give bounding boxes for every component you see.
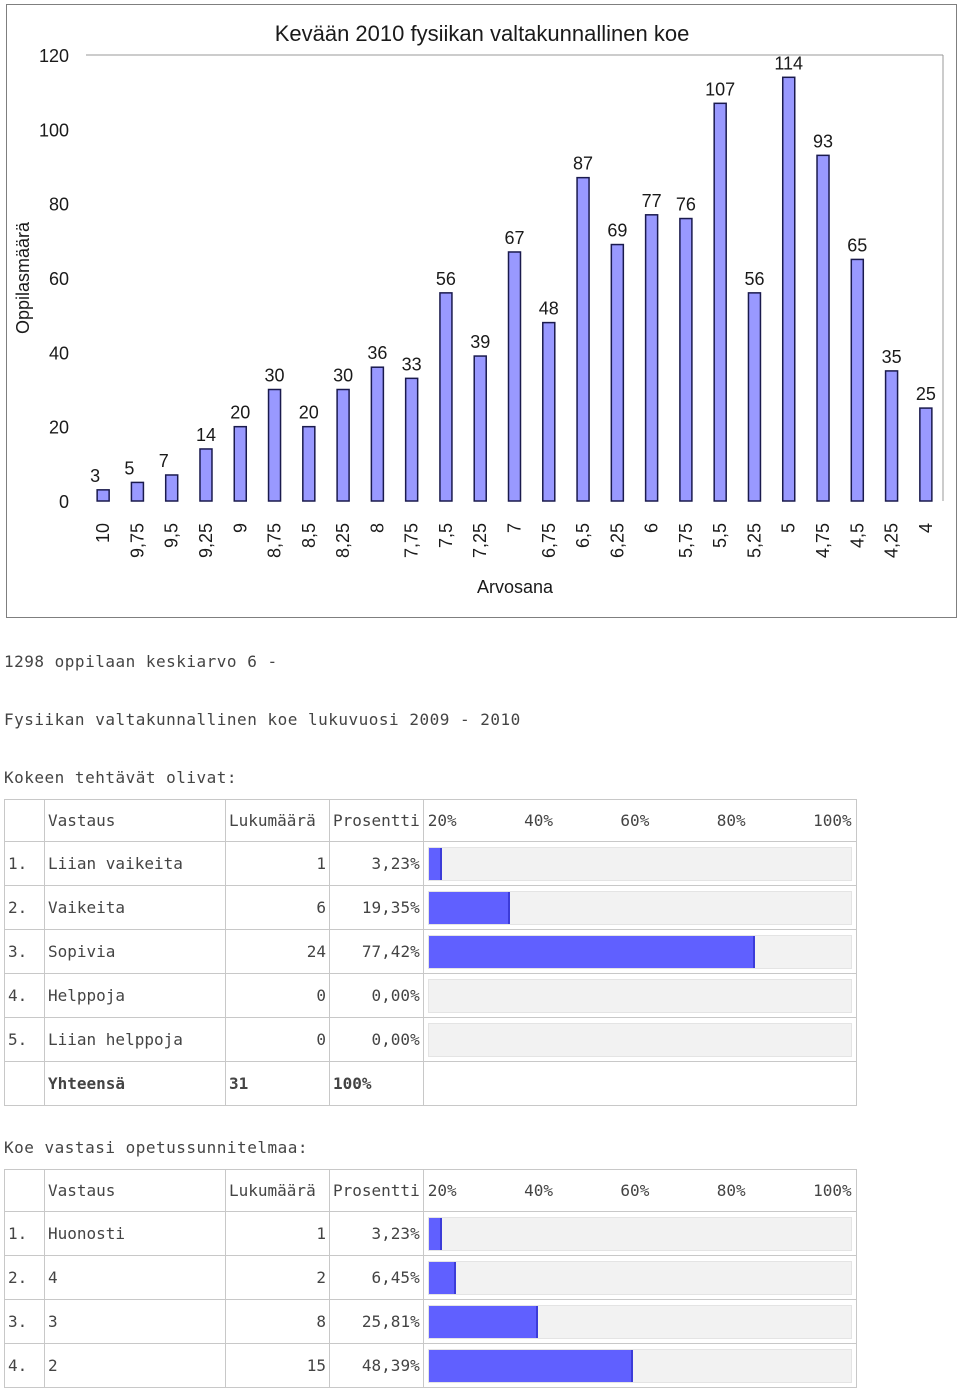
table-header-row: [5, 800, 857, 842]
x-tick-label: 5,25: [744, 523, 765, 559]
bar: [577, 178, 589, 501]
bar: [234, 427, 246, 501]
data-label: 69: [607, 220, 628, 241]
bar: [920, 408, 932, 501]
total-count: 31: [226, 1062, 330, 1106]
data-label: 77: [641, 190, 662, 211]
bar: [646, 215, 658, 501]
row-count: 2: [226, 1256, 330, 1300]
row-label: Liian vaikeita: [45, 842, 226, 886]
y-tick-label: 60: [48, 269, 69, 289]
bar: [337, 390, 349, 502]
row-percent: 0,00%: [330, 974, 424, 1018]
row-label: Helppoja: [45, 974, 226, 1018]
x-tick-label: 9: [230, 523, 251, 534]
scale-header: [423, 1170, 856, 1212]
row-number: 1.: [5, 1212, 45, 1256]
data-label: 14: [195, 424, 216, 445]
x-axis-label: Arvosana: [476, 577, 554, 597]
table-row: [5, 974, 857, 1018]
bar: [680, 219, 692, 501]
row-number: 1.: [5, 842, 45, 886]
total-percent: 100%: [330, 1062, 424, 1106]
table-row: [5, 1300, 857, 1344]
bar: [406, 378, 418, 501]
data-label: 33: [401, 354, 422, 375]
table-row: [5, 1018, 857, 1062]
scale-tick: 20%: [427, 1181, 457, 1200]
data-label: 30: [264, 365, 285, 386]
x-tick-label: 6,25: [607, 523, 628, 559]
progress-fill: [429, 1262, 456, 1294]
section1-title: Kokeen tehtävät olivat:: [4, 768, 238, 787]
total-row: [5, 1062, 857, 1106]
data-label: 56: [435, 268, 456, 289]
header-lukumaara: Lukumäärä: [226, 1170, 330, 1212]
bar: [714, 103, 726, 501]
bar: [200, 449, 212, 501]
data-label: 114: [774, 53, 804, 74]
row-count: 6: [226, 886, 330, 930]
table-row: [5, 842, 857, 886]
curriculum-table: [4, 1169, 857, 1388]
row-number: 3.: [5, 1300, 45, 1344]
progress-track: [428, 1023, 852, 1057]
data-label: 36: [367, 343, 388, 364]
x-tick-label: 4: [915, 523, 936, 534]
scale-tick: 40%: [524, 811, 553, 830]
row-count: 8: [226, 1300, 330, 1344]
row-percent: 3,23%: [330, 1212, 424, 1256]
progress-fill: [429, 848, 443, 880]
y-tick-label: 0: [58, 492, 69, 512]
bar: [886, 371, 898, 501]
bar: [97, 490, 109, 501]
progress-track: [428, 979, 852, 1013]
progress-track: [428, 935, 852, 969]
x-tick-label: 8,5: [298, 523, 319, 549]
row-count: 0: [226, 974, 330, 1018]
bar: [851, 259, 863, 501]
x-tick-label: 10: [93, 523, 114, 544]
header-prosentti: Prosentti: [330, 800, 424, 842]
bar: [817, 155, 829, 501]
row-label: Liian helppoja: [45, 1018, 226, 1062]
bar: [748, 293, 760, 501]
row-count: 1: [226, 1212, 330, 1256]
data-label: 5: [124, 458, 135, 479]
x-tick-label: 4,75: [813, 523, 834, 559]
scale-tick: 60%: [620, 811, 650, 830]
data-label: 76: [675, 194, 696, 215]
table-row: [5, 886, 857, 930]
x-tick-label: 4,25: [881, 523, 902, 559]
scale-tick: 40%: [524, 1181, 553, 1200]
summary-exam-title: Fysiikan valtakunnallinen koe lukuvuosi 2009 - 2010: [4, 710, 521, 729]
y-tick-label: 120: [38, 46, 69, 66]
row-label: 2: [45, 1344, 226, 1388]
data-label: 3: [90, 465, 101, 486]
data-label: 20: [298, 402, 319, 423]
y-tick-label: 20: [48, 417, 69, 438]
y-tick-label: 40: [48, 343, 69, 364]
table-row: [5, 1344, 857, 1388]
data-label: 30: [333, 365, 354, 386]
x-tick-label: 7: [504, 523, 525, 534]
progress-track: [428, 1217, 852, 1251]
x-tick-label: 6: [641, 523, 662, 534]
row-number: 3.: [5, 930, 45, 974]
row-count: 24: [226, 930, 330, 974]
x-tick-label: 7,75: [401, 523, 422, 559]
row-count: 1: [226, 842, 330, 886]
bar: [509, 252, 521, 501]
bar: [303, 427, 315, 501]
header-lukumaara: Lukumäärä: [226, 800, 330, 842]
row-label: 3: [45, 1300, 226, 1344]
chart-container: [6, 4, 957, 618]
data-label: 35: [881, 346, 902, 367]
data-label: 48: [538, 298, 559, 319]
bar: [543, 323, 555, 501]
x-tick-label: 8,25: [333, 523, 354, 559]
bar: [166, 475, 178, 501]
header-vastaus: Vastaus: [45, 1170, 226, 1212]
table-row: [5, 930, 857, 974]
x-tick-label: 4,5: [847, 523, 868, 549]
row-percent: 48,39%: [330, 1344, 424, 1388]
table-header-row: [5, 1170, 857, 1212]
row-percent: 25,81%: [330, 1300, 424, 1344]
table-row: [5, 1212, 857, 1256]
y-tick-label: 80: [48, 194, 69, 215]
header-vastaus: Vastaus: [45, 800, 226, 842]
chart-title: Kevään 2010 fysiikan valtakunnallinen koe: [274, 21, 690, 46]
data-label: 20: [230, 402, 251, 423]
row-number: 2.: [5, 1256, 45, 1300]
row-percent: 3,23%: [330, 842, 424, 886]
data-label: 93: [813, 131, 834, 152]
x-tick-label: 8,75: [264, 523, 285, 559]
section2-title: Koe vastasi opetussunnitelmaa:: [4, 1138, 308, 1157]
row-percent: 77,42%: [330, 930, 424, 974]
x-tick-label: 5: [778, 523, 799, 534]
data-label: 25: [915, 384, 936, 405]
row-number: 4.: [5, 974, 45, 1018]
bar: [440, 293, 452, 501]
scale-tick: 100%: [813, 1181, 852, 1200]
scale-tick: 60%: [620, 1181, 650, 1200]
x-tick-label: 9,25: [195, 523, 216, 559]
bar-chart: [7, 5, 956, 617]
x-tick-label: 9,75: [127, 523, 148, 559]
bar: [371, 367, 383, 501]
bar: [611, 245, 623, 501]
x-tick-label: 5,5: [710, 523, 731, 549]
total-label: Yhteensä: [45, 1062, 226, 1106]
scale-tick: 80%: [716, 811, 746, 830]
scale-tick: 20%: [427, 811, 457, 830]
x-tick-label: 9,5: [161, 523, 182, 549]
x-tick-label: 7,5: [435, 523, 456, 549]
progress-fill: [429, 936, 756, 968]
bar: [131, 482, 143, 501]
bar: [783, 77, 795, 501]
row-count: 15: [226, 1344, 330, 1388]
data-label: 87: [573, 153, 594, 174]
x-tick-label: 6,5: [573, 523, 594, 549]
difficulty-table: [4, 799, 857, 1106]
row-number: 2.: [5, 886, 45, 930]
data-label: 107: [705, 79, 736, 100]
scale-tick: 80%: [716, 1181, 746, 1200]
row-label: Huonosti: [45, 1212, 226, 1256]
table-row: [5, 1256, 857, 1300]
progress-track: [428, 847, 852, 881]
progress-fill: [429, 892, 511, 924]
x-tick-label: 8: [367, 523, 388, 534]
progress-track: [428, 1261, 852, 1295]
progress-fill: [429, 1218, 443, 1250]
scale-header: [423, 800, 856, 842]
x-tick-label: 7,25: [470, 523, 491, 559]
row-number: 4.: [5, 1344, 45, 1388]
summary-average: 1298 oppilaan keskiarvo 6 -: [4, 652, 278, 671]
data-label: 56: [744, 268, 765, 289]
progress-track: [428, 1349, 852, 1383]
progress-track: [428, 891, 852, 925]
progress-fill: [429, 1306, 538, 1338]
bar: [269, 390, 281, 502]
x-tick-label: 5,75: [675, 523, 696, 559]
row-number: 5.: [5, 1018, 45, 1062]
data-label: 65: [847, 235, 868, 256]
x-tick-label: 6,75: [538, 523, 559, 559]
progress-track: [428, 1305, 852, 1339]
row-label: 4: [45, 1256, 226, 1300]
row-count: 0: [226, 1018, 330, 1062]
header-prosentti: Prosentti: [330, 1170, 424, 1212]
row-label: Vaikeita: [45, 886, 226, 930]
row-label: Sopivia: [45, 930, 226, 974]
progress-fill: [429, 1350, 633, 1382]
scale-tick: 100%: [813, 811, 852, 830]
bar: [474, 356, 486, 501]
data-label: 39: [470, 332, 491, 353]
row-percent: 6,45%: [330, 1256, 424, 1300]
row-percent: 19,35%: [330, 886, 424, 930]
y-tick-label: 100: [38, 120, 69, 141]
y-axis-label: Oppilasmäärä: [13, 221, 33, 335]
data-label: 67: [504, 227, 525, 248]
row-percent: 0,00%: [330, 1018, 424, 1062]
data-label: 7: [158, 450, 169, 471]
